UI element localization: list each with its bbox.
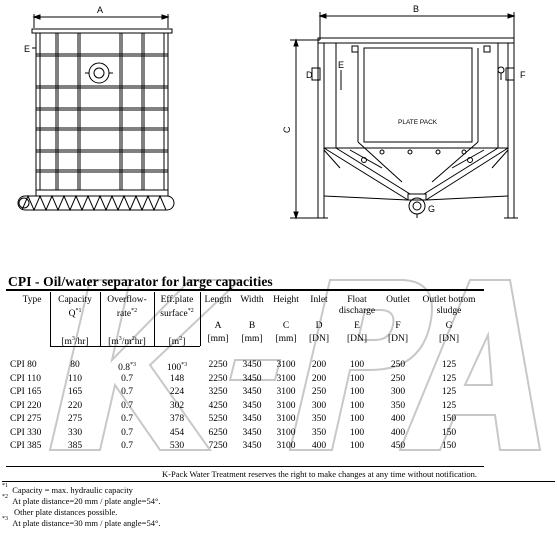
table-cell: 200 — [311, 360, 327, 370]
table-cell: 0.7 — [121, 387, 133, 397]
table-cell: 3450 — [242, 360, 262, 370]
table-cell: 3450 — [242, 373, 262, 384]
table-cell: 4250 — [208, 400, 228, 411]
table-cell: 302 — [169, 400, 185, 411]
header-height: Height — [273, 295, 299, 305]
table-cell: 400 — [311, 441, 327, 451]
header-overflow: Overflow- — [107, 295, 147, 305]
rights-rule — [2, 481, 555, 482]
header-length-sym: A — [214, 321, 222, 331]
table-cell: 0.7 — [121, 373, 133, 384]
float-e-label: E — [338, 60, 345, 70]
header-eff-plate-sub: surface$^{*2}$ — [160, 308, 194, 320]
footnote-1: $^{*1}$ Capacity = max. hydraulic capacity — [2, 483, 133, 495]
table-cell: 3100 — [276, 427, 296, 438]
table-cell: 100 — [349, 400, 365, 411]
table-cell: 3100 — [276, 400, 296, 411]
unit-float: [DN] — [346, 334, 368, 344]
table-cell: 400 — [390, 414, 406, 424]
table-cell: 250 — [390, 373, 406, 384]
table-cell: 125 — [441, 373, 457, 384]
table-cell: 220 — [67, 400, 83, 411]
table-cell: 350 — [311, 414, 327, 424]
table-row-type: CPI 220 — [10, 400, 42, 411]
table-cell: 250 — [311, 387, 327, 397]
table-cell: 100 — [349, 427, 365, 438]
header-width-sym: B — [248, 321, 256, 331]
header-capacity-sub: $Q^{*1}$ — [68, 308, 82, 320]
table-cell: 385 — [67, 441, 83, 451]
table-cell: 100 — [349, 373, 365, 384]
table-cell: 5250 — [208, 414, 228, 424]
table-cell: 3450 — [242, 441, 262, 451]
table-cell: 300 — [311, 400, 327, 411]
header-outlet-bottom: Outlet bottom — [422, 295, 476, 305]
table-cell: 3450 — [242, 400, 262, 411]
plate-pack-label: PLATE PACK — [398, 119, 438, 126]
table-cell: 3100 — [276, 360, 296, 370]
table-cell: 0.7 — [121, 441, 133, 451]
unit-outlet-bottom: [DN] — [438, 334, 460, 344]
table-row-type: CPI 80 — [10, 360, 37, 370]
units-underline — [50, 346, 200, 347]
unit-width: [mm] — [241, 334, 263, 344]
header-overflow-sub: rate$^{*2}$ — [116, 308, 138, 320]
table-cell: 250 — [390, 360, 406, 370]
outlet-f-label: F — [520, 70, 526, 80]
table-cell: 148 — [169, 373, 185, 384]
header-width: Width — [240, 295, 264, 305]
table-cell: 100 — [349, 387, 365, 397]
table-cell: 2250 — [208, 373, 228, 384]
table-cell: 3450 — [242, 414, 262, 424]
header-capacity: Capacity — [58, 295, 92, 305]
header-outlet-sym: F — [395, 321, 401, 331]
header-outlet-bottom-sub: sludge — [436, 306, 462, 316]
footnote-2-cont: Other plate distances possible. — [14, 507, 118, 517]
table-cell: 350 — [311, 427, 327, 438]
table-cell: 3450 — [242, 427, 262, 438]
dimension-a-label: A — [97, 5, 104, 15]
table-cell: 200 — [311, 373, 327, 384]
header-separator — [100, 292, 101, 346]
table-row-type: CPI 275 — [10, 414, 42, 424]
unit-height: [mm] — [275, 334, 297, 344]
footnote-2: $^{*2}$ At plate distance=20 mm / plate angle=54°. — [2, 494, 161, 506]
table-cell: 165 — [67, 387, 83, 397]
table-cell: 300 — [390, 387, 406, 397]
outlet-g-label: G — [428, 204, 436, 214]
unit-overflow: $[m^3/m^2hr]$ — [108, 336, 146, 348]
inlet-d-label: D — [306, 70, 313, 80]
table-row-type: CPI 165 — [10, 387, 42, 397]
table-cell: 100 — [349, 414, 365, 424]
header-float: Float — [347, 295, 367, 305]
table-cell: 3100 — [276, 441, 296, 451]
table-cell: 3100 — [276, 373, 296, 384]
table-cell: 100$^{*3}$ — [166, 362, 188, 374]
table-cell: 224 — [169, 387, 185, 397]
table-cell: 350 — [390, 400, 406, 411]
table-cell: 125 — [441, 400, 457, 411]
header-separator — [154, 292, 155, 346]
table-cell: 2250 — [208, 360, 228, 370]
table-cell: 450 — [390, 441, 406, 451]
header-inlet-sym: D — [315, 321, 323, 331]
table-cell: 150 — [441, 427, 457, 438]
table-row-type: CPI 385 — [10, 441, 42, 451]
title-rule — [6, 289, 484, 291]
table-cell: 330 — [67, 427, 83, 438]
header-inlet: Inlet — [310, 295, 328, 305]
table-cell: 3100 — [276, 414, 296, 424]
unit-eff-plate: $[m^2]$ — [168, 336, 186, 348]
table-cell: 100 — [349, 441, 365, 451]
table-cell: 0.7 — [121, 400, 133, 411]
table-cell: 7250 — [208, 441, 228, 451]
header-separator — [50, 292, 51, 346]
table-cell: 6250 — [208, 427, 228, 438]
dimension-b-label: B — [413, 4, 420, 14]
table-cell: 3450 — [242, 387, 262, 397]
table-row-type: CPI 330 — [10, 427, 42, 438]
table-row-type: CPI 110 — [10, 373, 42, 384]
unit-length: [mm] — [207, 334, 229, 344]
table-cell: 125 — [441, 387, 457, 397]
table-cell: 80 — [70, 360, 80, 370]
table-cell: 110 — [68, 373, 82, 384]
header-eff-plate: Eff.plate — [160, 295, 194, 305]
header-type: Type — [22, 295, 42, 305]
table-cell: 0.7 — [121, 427, 133, 438]
table-cell: 150 — [441, 441, 457, 451]
table-cell: 125 — [441, 360, 457, 370]
unit-capacity: $[m^3/hr]$ — [61, 336, 89, 348]
header-separator — [200, 292, 201, 346]
table-cell: 3250 — [208, 387, 228, 397]
table-cell: 530 — [169, 441, 185, 451]
header-height-sym: C — [282, 321, 290, 331]
header-outlet-bottom-sym: G — [445, 321, 453, 331]
table-bottom-rule — [6, 466, 484, 467]
table-cell: 150 — [441, 414, 457, 424]
technical-drawings — [0, 0, 557, 232]
table-cell: 0.8$^{*3}$ — [118, 362, 136, 374]
dimension-c-label: C — [282, 126, 292, 133]
table-cell: 378 — [169, 414, 185, 424]
table-cell: 275 — [67, 414, 83, 424]
header-outlet: Outlet — [386, 295, 410, 305]
header-float-sub: discharge — [338, 306, 376, 316]
table-cell: 100 — [349, 360, 365, 370]
table-cell: 454 — [169, 427, 185, 438]
rights-note: K-Pack Water Treatment reserves the right to make changes at any time without notification. — [162, 469, 477, 479]
side-view-drawing — [18, 5, 174, 210]
unit-outlet: [DN] — [387, 334, 409, 344]
header-length: Length — [204, 295, 232, 305]
end-view-drawing — [282, 4, 526, 218]
unit-inlet: [DN] — [308, 334, 330, 344]
footnote-3: $^{*3}$ At plate distance=30 mm / plate angle=54°. — [2, 516, 161, 528]
table-cell: 400 — [390, 427, 406, 438]
table-cell: 3100 — [276, 387, 296, 397]
table-cell: 0.7 — [121, 414, 133, 424]
table-title: CPI - Oil/water separator for large capacities — [8, 274, 273, 289]
header-float-sym: E — [354, 321, 360, 331]
side-e-label: E — [24, 44, 31, 54]
